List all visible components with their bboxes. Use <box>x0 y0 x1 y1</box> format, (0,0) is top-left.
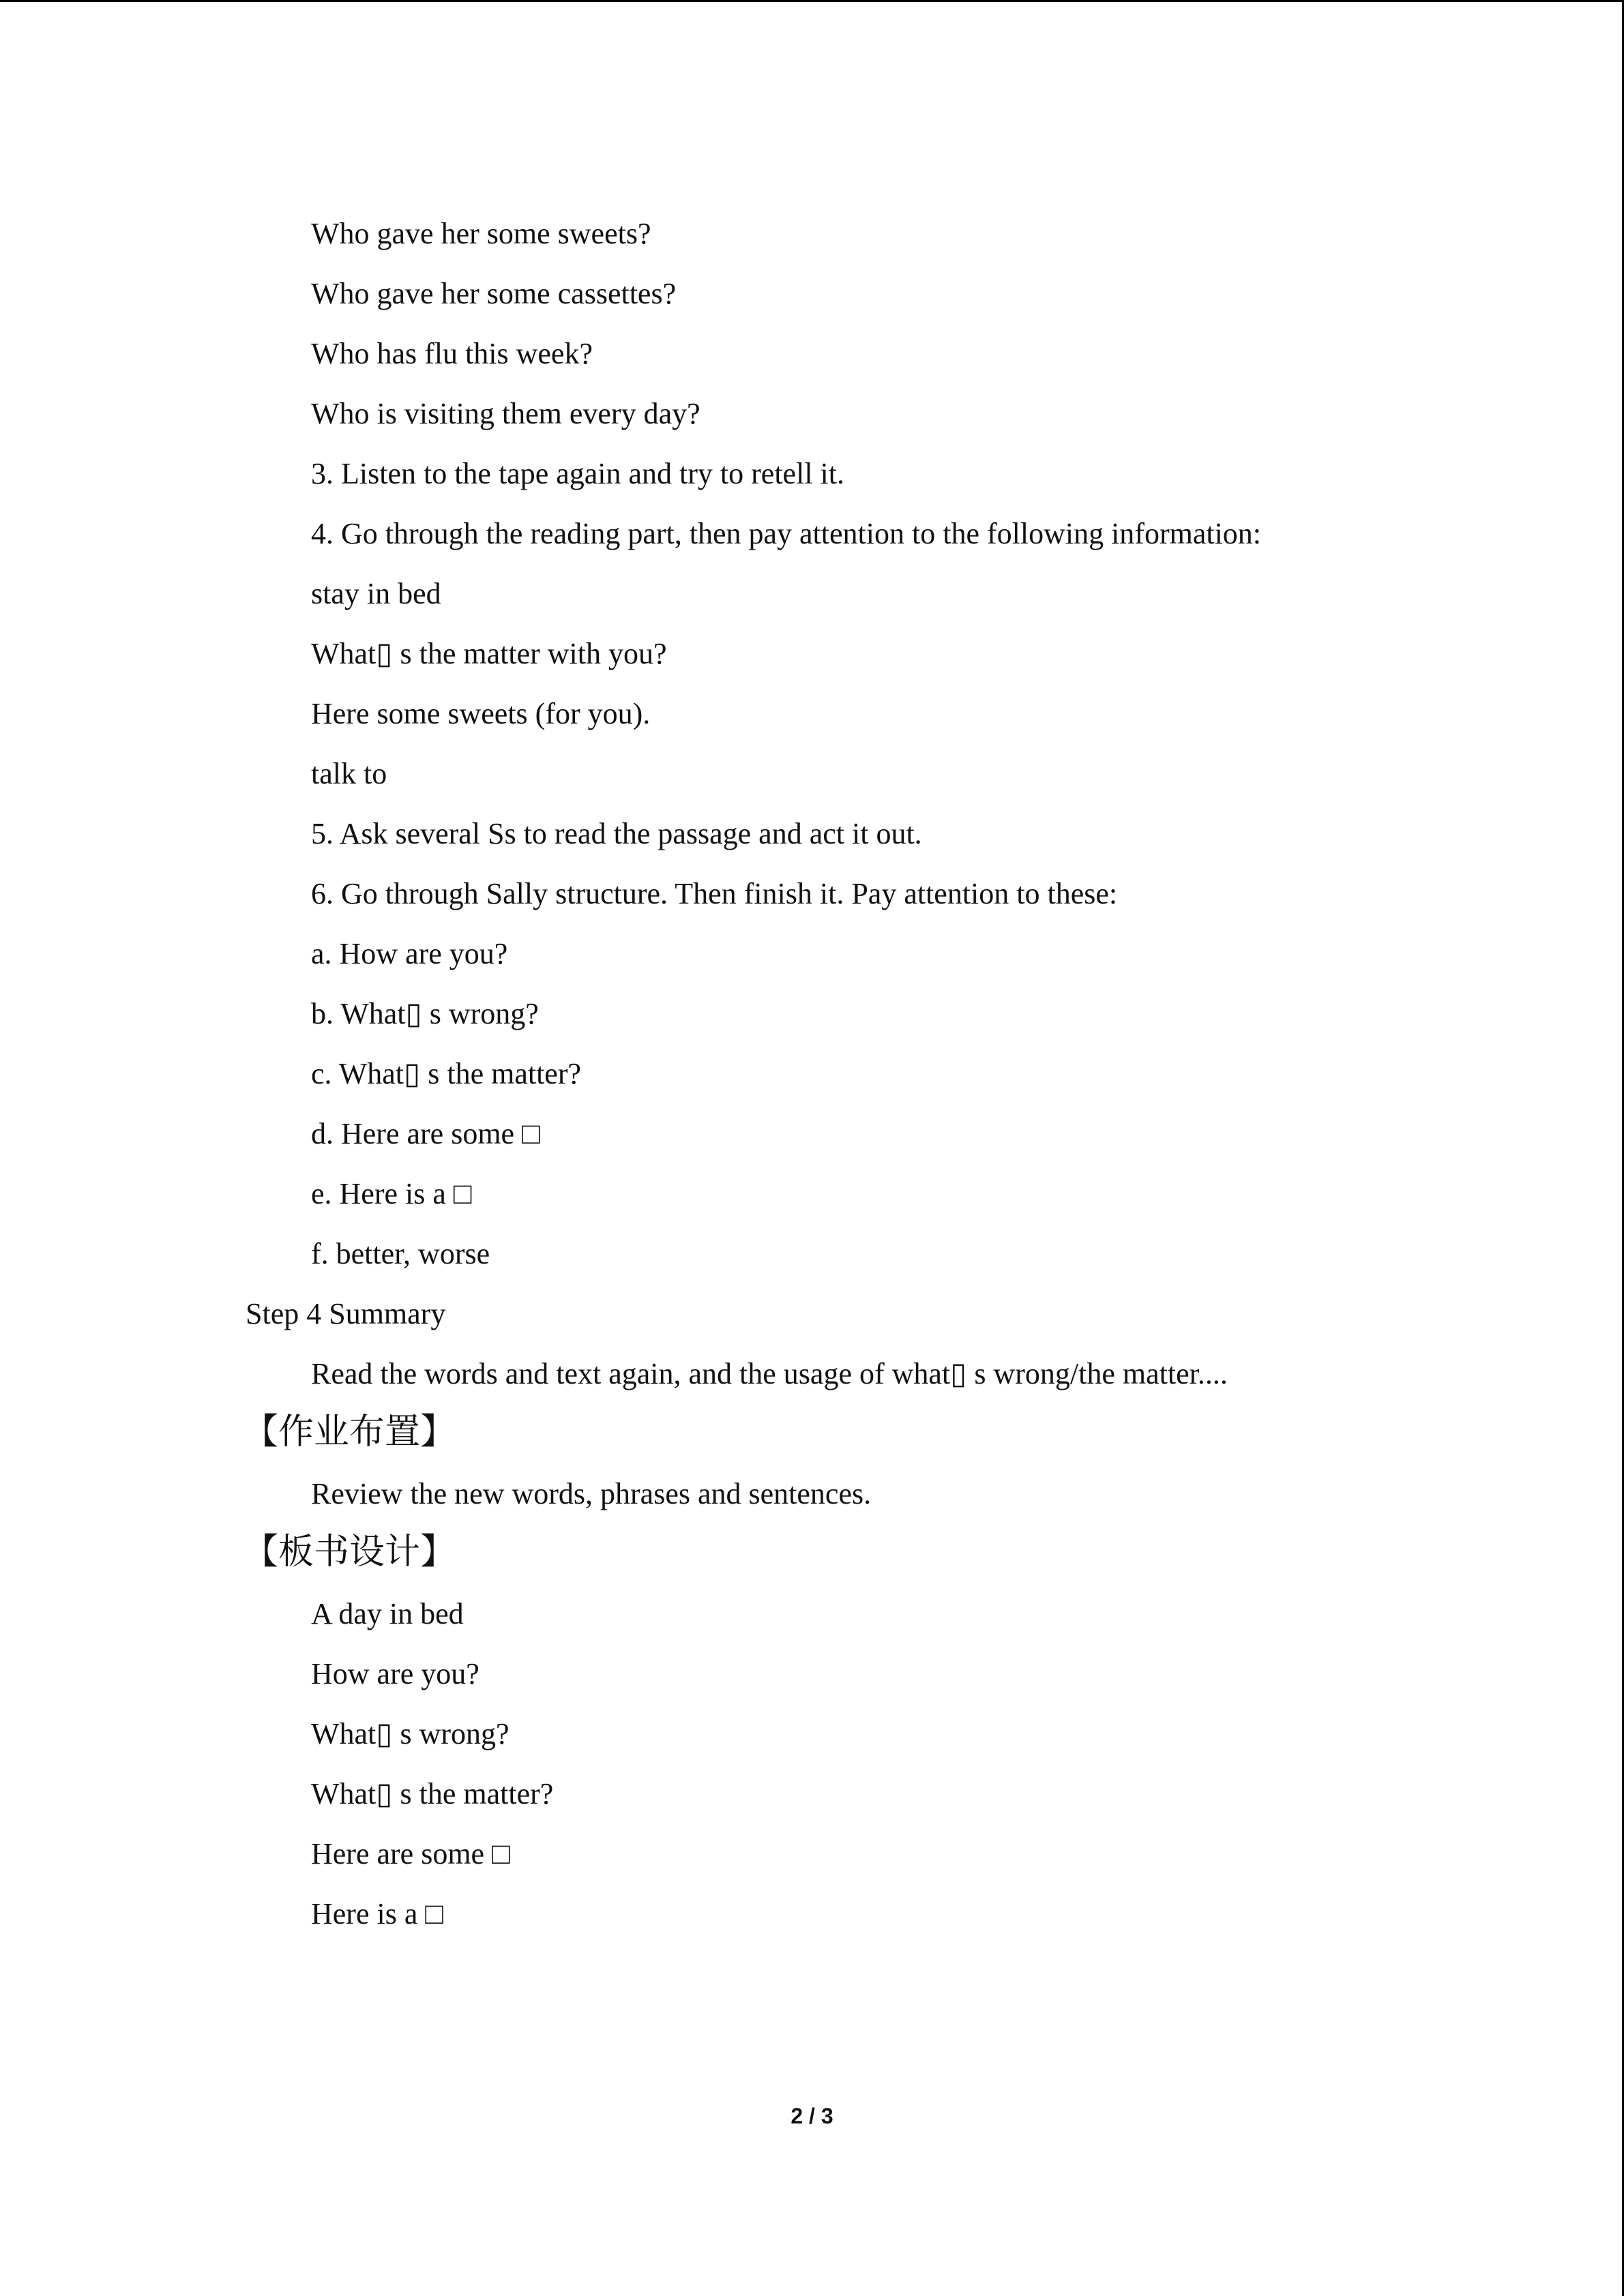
list-item: e. Here is a □ <box>311 1177 472 1210</box>
list-item: b. What▯ s wrong? <box>311 997 539 1030</box>
board-line: Here is a □ <box>311 1897 443 1930</box>
step4-text: Read the words and text again, and the usage of what▯ s wrong/the matter.... <box>311 1357 1228 1390</box>
list-item: f. better, worse <box>311 1237 490 1270</box>
step-line: 6. Go through Sally structure. Then finish it. Pay attention to these: <box>311 877 1118 910</box>
question-line: Who has flu this week? <box>311 337 593 370</box>
board-line: What▯ s the matter? <box>311 1777 554 1810</box>
phrase-line: stay in bed <box>311 577 441 610</box>
list-item: d. Here are some □ <box>311 1117 540 1150</box>
phrase-line: Here some sweets (for you). <box>311 697 651 730</box>
homework-heading: 【作业布置】 <box>243 1412 456 1452</box>
page-top-border <box>0 0 1624 2</box>
board-design-heading: 【板书设计】 <box>243 1532 456 1572</box>
page-number: 2 / 3 <box>791 2104 833 2128</box>
homework-text: Review the new words, phrases and sentences. <box>311 1477 872 1510</box>
list-item: a. How are you? <box>311 937 508 970</box>
step-line: 4. Go through the reading part, then pay attention to the following information: <box>311 517 1262 550</box>
step-line: 5. Ask several Ss to read the passage and act it out. <box>311 817 922 850</box>
board-line: What▯ s wrong? <box>311 1717 510 1750</box>
list-item: c. What▯ s the matter? <box>311 1057 582 1090</box>
question-line: Who gave her some sweets? <box>311 217 651 250</box>
phrase-line: talk to <box>311 757 387 790</box>
question-line: Who is visiting them every day? <box>311 397 700 430</box>
phrase-line: What▯ s the matter with you? <box>311 637 667 670</box>
board-line: How are you? <box>311 1657 479 1690</box>
board-line: Here are some □ <box>311 1837 510 1870</box>
step-line: 3. Listen to the tape again and try to retell it. <box>311 457 844 490</box>
step4-title: Step 4 Summary <box>246 1297 446 1330</box>
question-line: Who gave her some cassettes? <box>311 277 677 310</box>
board-line: A day in bed <box>311 1597 464 1630</box>
